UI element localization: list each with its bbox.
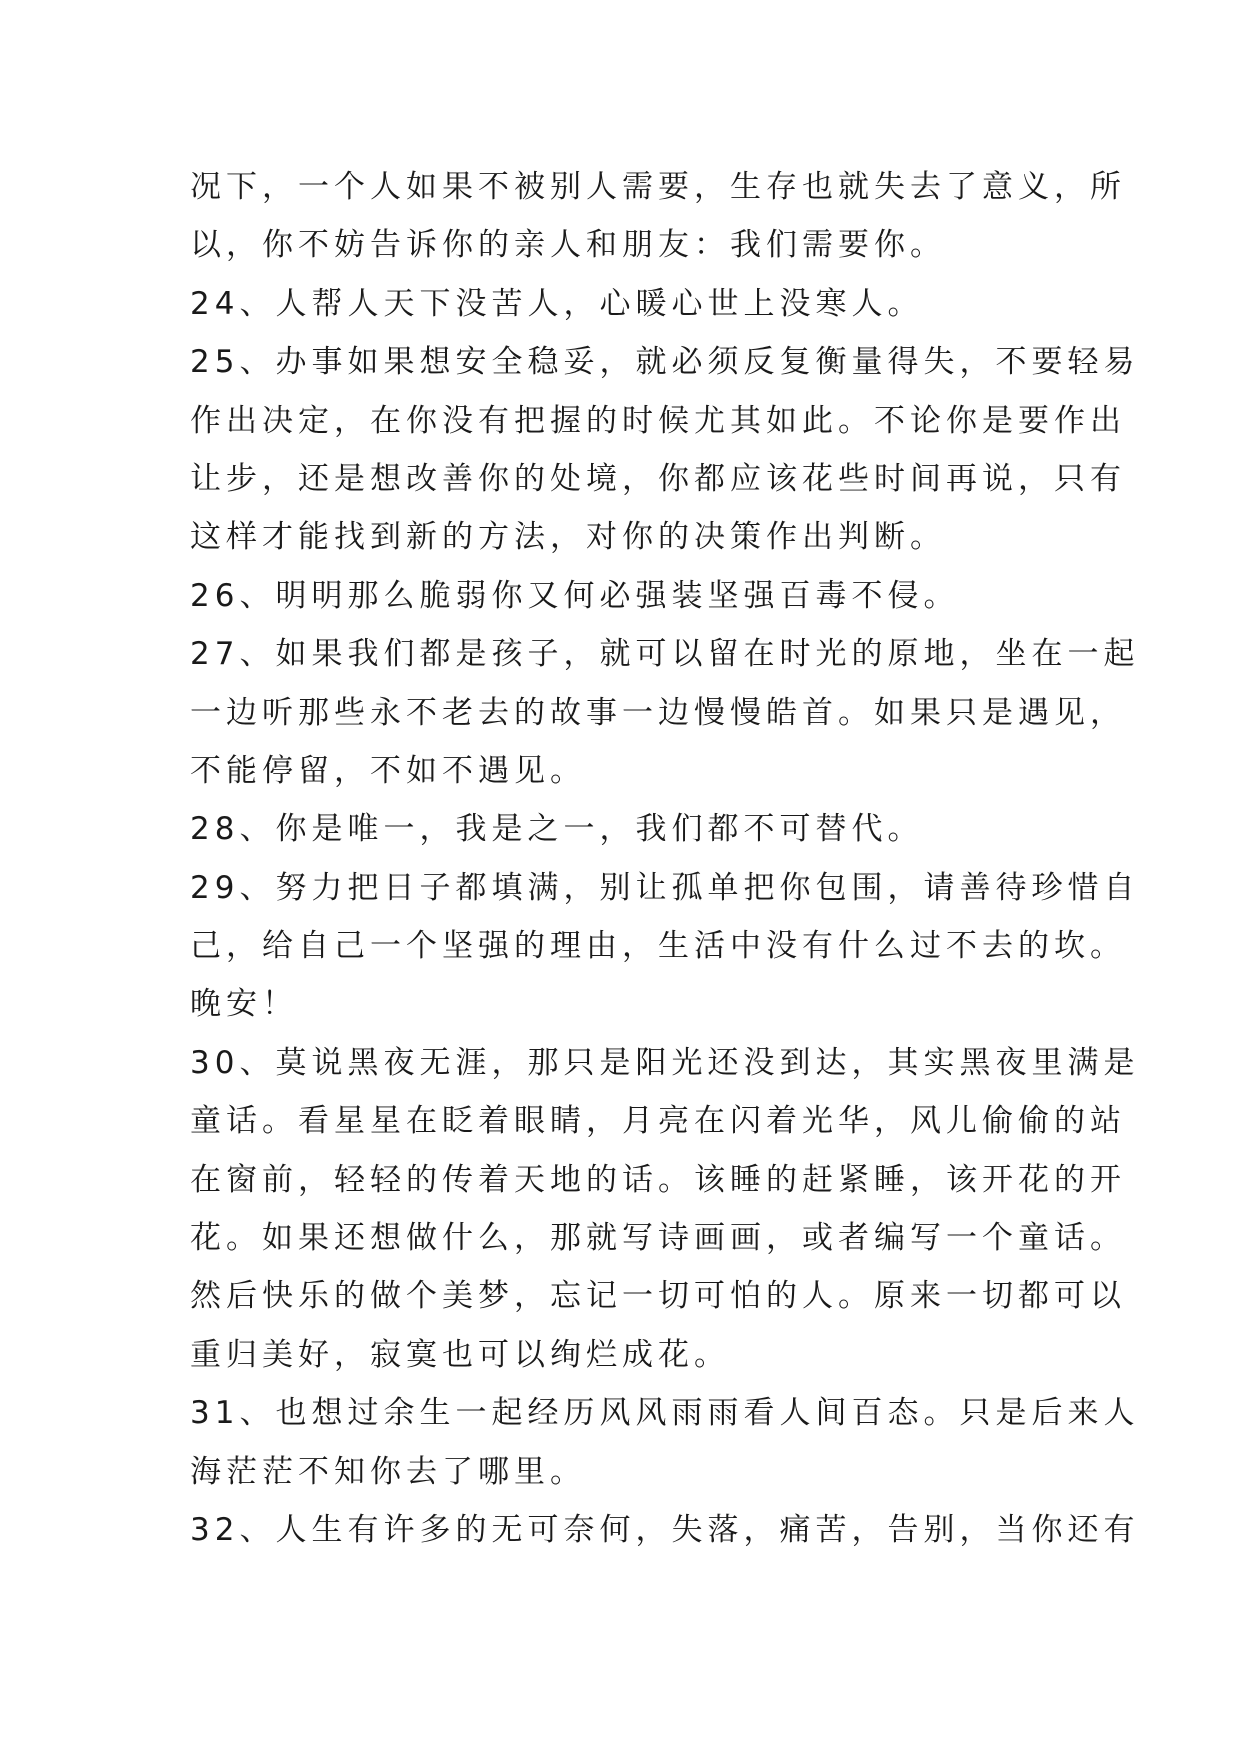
text-line: 24、人帮人天下没苦人，心暖心世上没寒人。 <box>190 285 924 322</box>
text-line: 32、人生有许多的无可奈何，失落，痛苦，告别，当你还有 <box>190 1511 1140 1548</box>
text-line: 一边听那些永不老去的故事一边慢慢皓首。如果只是遇见， <box>190 694 1126 731</box>
text-line: 不能停留，不如不遇见。 <box>190 752 586 789</box>
text-line: 29、努力把日子都填满，别让孤单把你包围，请善待珍惜自 <box>190 869 1140 906</box>
text-line: 海茫茫不知你去了哪里。 <box>190 1453 586 1490</box>
text-line: 童话。看星星在眨着眼睛，月亮在闪着光华，风儿偷偷的站 <box>190 1103 1126 1140</box>
text-line: 重归美好，寂寞也可以绚烂成花。 <box>190 1336 730 1373</box>
body-text <box>190 158 1140 1559</box>
text-line: 25、办事如果想安全稳妥，就必须反复衡量得失，不要轻易 <box>190 344 1140 381</box>
text-line: 己，给自己一个坚强的理由，生活中没有什么过不去的坎。 <box>190 928 1126 965</box>
text-line: 让步，还是想改善你的处境，你都应该花些时间再说，只有 <box>190 460 1126 497</box>
text-line: 晚安！ <box>190 986 298 1023</box>
text-line: 花。如果还想做什么，那就写诗画画，或者编写一个童话。 <box>190 1220 1126 1257</box>
text-line: 这样才能找到新的方法，对你的决策作出判断。 <box>190 519 946 556</box>
text-line: 作出决定，在你没有把握的时候尤其如此。不论你是要作出 <box>190 402 1126 439</box>
text-line: 31、也想过余生一起经历风风雨雨看人间百态。只是后来人 <box>190 1395 1140 1432</box>
text-line: 28、你是唯一，我是之一，我们都不可替代。 <box>190 811 924 848</box>
text-line: 以，你不妨告诉你的亲人和朋友：我们需要你。 <box>190 227 946 264</box>
text-line: 然后快乐的做个美梦，忘记一切可怕的人。原来一切都可以 <box>190 1278 1126 1315</box>
text-line: 26、明明那么脆弱你又何必强装坚强百毒不侵。 <box>190 577 960 614</box>
text-line: 30、莫说黑夜无涯，那只是阳光还没到达，其实黑夜里满是 <box>190 1044 1140 1081</box>
text-line: 在窗前，轻轻的传着天地的话。该睡的赶紧睡，该开花的开 <box>190 1161 1126 1198</box>
text-line: 27、如果我们都是孩子，就可以留在时光的原地，坐在一起 <box>190 636 1140 673</box>
text-line: 况下，一个人如果不被别人需要，生存也就失去了意义，所 <box>190 169 1126 205</box>
